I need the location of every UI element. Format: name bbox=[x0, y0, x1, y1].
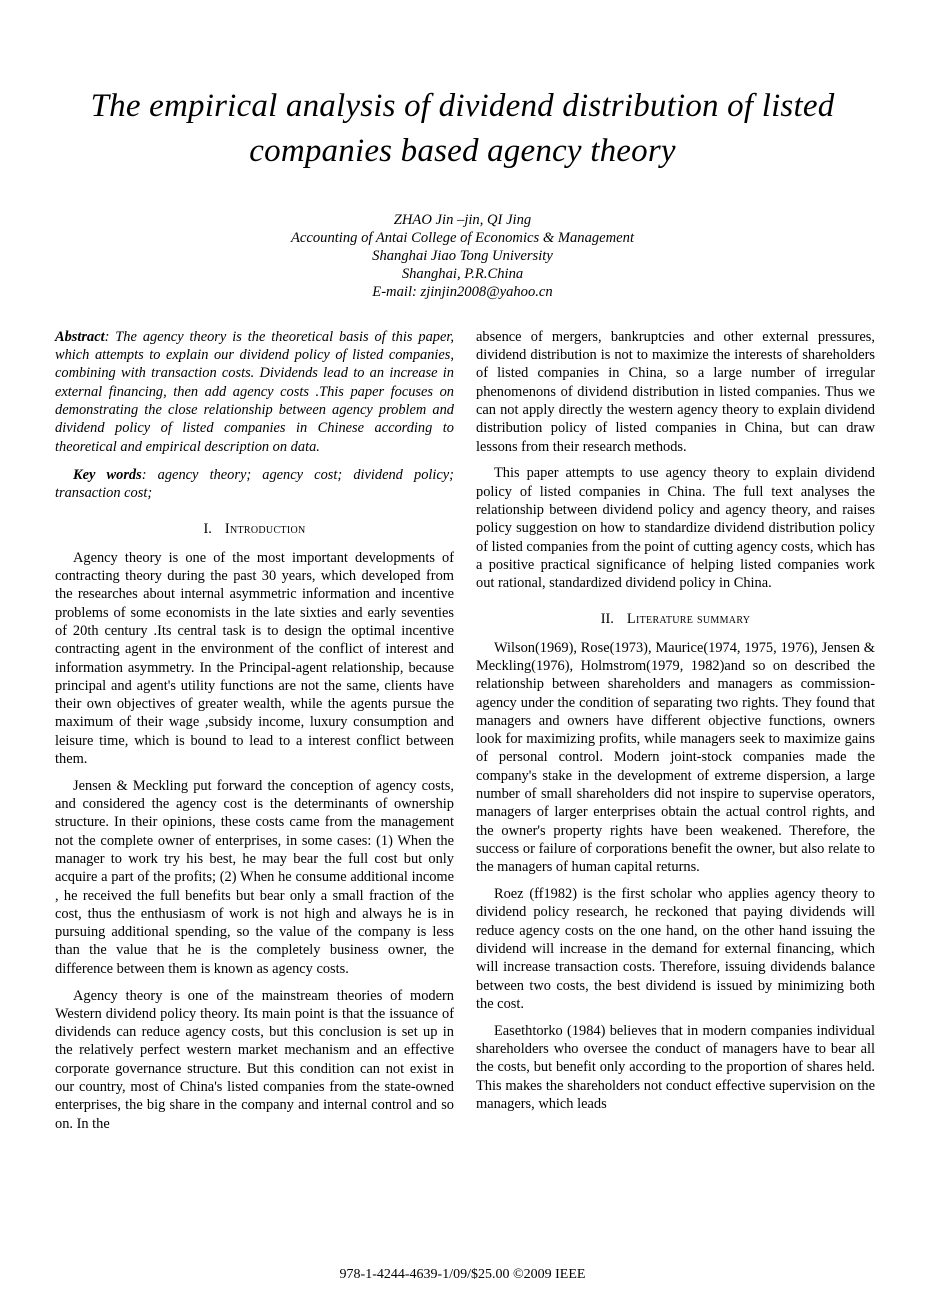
right-column bbox=[476, 328, 875, 1142]
section-title: Introduction bbox=[224, 521, 306, 538]
section-heading-literature-summary bbox=[476, 610, 875, 628]
abstract-label: Abstract bbox=[55, 328, 105, 345]
body-paragraph: Roez (ff1982) is the first scholar who applies agency theory to dividend policy research, he reckoned that paying dividends will reduce agency costs on the one hand, on the other hand issuing the dividend will increase in the demand for external financing, which will increase transaction costs. Therefore, issuing dividends balance between two costs, the best dividend is issued by minimizing both the cost. bbox=[476, 886, 875, 1012]
keywords-label: Key words bbox=[73, 466, 142, 483]
abstract-paragraph bbox=[55, 328, 454, 456]
body-paragraph: Agency theory is one of the mainstream theories of modern Western dividend policy theory. Its main point is that the issuance of dividends can reduce agency costs, but this conclusion is set up in the relatively perfect western market mechanism and an effective corporate governance structure. But this condition can not exist in our country, most of China's listed companies from the state-owned enterprises, the big share in the company and internal control and so on. In the bbox=[55, 987, 454, 1132]
keywords-paragraph bbox=[55, 466, 454, 503]
keywords-text: : agency theory; agency cost; dividend policy; transaction cost; bbox=[55, 466, 454, 502]
affiliation-department: Accounting of Antai College of Economics & Management bbox=[290, 229, 635, 246]
section-title: Literature summary bbox=[626, 611, 751, 628]
left-column bbox=[55, 328, 454, 1142]
body-paragraph: Agency theory is one of the most important developments of contracting theory during the past 30 years, which developed from the researches about internal asymmetric information and incentive problems of some economists in the late sixties and early seventies of 20th century .Its central task is to design the optimal incentive contracting agent in the environment of the conflict of interest and information asymmetry. In the Principal-agent relationship, because principal and agent's utility functions are not the same, clients have their own objectives of greater wealth, while the agents pursue the maximum of their wage ,subsidy income, luxury consumption and leisure time, which is bound to lead to a interest conflict between them. bbox=[55, 549, 454, 767]
footer-copyright: 978-1-4244-4639-1/09/$25.00 ©2009 IEEE bbox=[339, 1267, 586, 1282]
author-email: E-mail: zjinjin2008@yahoo.cn bbox=[372, 283, 553, 300]
body-paragraph-continuation: absence of mergers, bankruptcies and other external pressures, dividend distribution is not to maximize the interests of shareholders of listed companies in China, so a large number of irregular phenomenons of dividend distribution in listed companies. Thus we can not apply directly the western agency theory to explain dividend distribution policy of listed companies in China, but can draw lessons from their research methods. bbox=[476, 328, 875, 455]
authors-block bbox=[0, 211, 925, 301]
section-number: II. bbox=[600, 611, 614, 628]
body-paragraph: This paper attempts to use agency theory to explain dividend policy of listed companies in China. The full text analyses the relationship between dividend policy and agency theory, and raises policy suggestion on how to standardize dividend distribution policy of listed companies from the point of cutting agency costs, which has a positive practical significance of helping listed companies work out rational, standardized dividend policy in China. bbox=[476, 465, 875, 592]
body-paragraph: Jensen & Meckling put forward the conception of agency costs, and considered the agency cost is the determinants of ownership structure. In their opinions, these costs came from the management not the complete owner of enterprises, in some cases: (1) When the manager to work try his best, he may bear the full cost but only acquire a part of the profits; (2) When he consume additional income , he received the full benefits but bear only a small fraction of the cost, thus the enthusiasm of work is not high and always he is in pursuing additional spending, so the value of the company is less than the value that he is the completely business owner, the difference between them is known as agency costs. bbox=[55, 777, 454, 977]
paper-title: The empirical analysis of dividend distribution of listed companies based agency theory bbox=[90, 88, 835, 169]
abstract-text: : The agency theory is the theoretical basis of this paper, which attempts to explain our dividend policy of listed companies, combining with transaction costs. Dividends lead to an increase in external financing, then add agency costs .This paper focuses on demonstrating the close relationship between agency problem and dividend policy of listed companies in Chinese according to theoretical and empirical description on data. bbox=[55, 328, 454, 455]
two-column-body bbox=[0, 328, 925, 1142]
section-heading-introduction bbox=[55, 520, 454, 538]
body-paragraph: Wilson(1969), Rose(1973), Maurice(1974, 1975, 1976), Jensen & Meckling(1976), Holmstrom(1979, 1982)and so on described the relationship between shareholders and managers as commission-agency under the condition of separating two rights. They found that managers and owners have different objective functions, owners look for maximizing profits, while managers seek to maximize gains of personal control. Modern joint-stock companies made the company's stake in the development of extreme dispersion, a large number of small shareholders did not inspire to supervise operators, managers of larger enterprises obtain the actual control rights, and the owner's property rights have been weakened. Therefore, the success or failure of corporations benefit the owner, but also relate to the managers of human capital returns. bbox=[476, 639, 875, 876]
body-paragraph: Easethtorko (1984) believes that in modern companies individual shareholders who oversee the conduct of managers have to bear all the costs, but benefit only according to the proportion of shares held. This makes the shareholders not conduct effective supervision on the managers, which leads bbox=[476, 1022, 875, 1112]
affiliation-location: Shanghai, P.R.China bbox=[401, 265, 524, 282]
section-number: I. bbox=[203, 521, 212, 538]
author-names: ZHAO Jin –jin, QI Jing bbox=[393, 211, 532, 228]
affiliation-university: Shanghai Jiao Tong University bbox=[372, 247, 553, 264]
